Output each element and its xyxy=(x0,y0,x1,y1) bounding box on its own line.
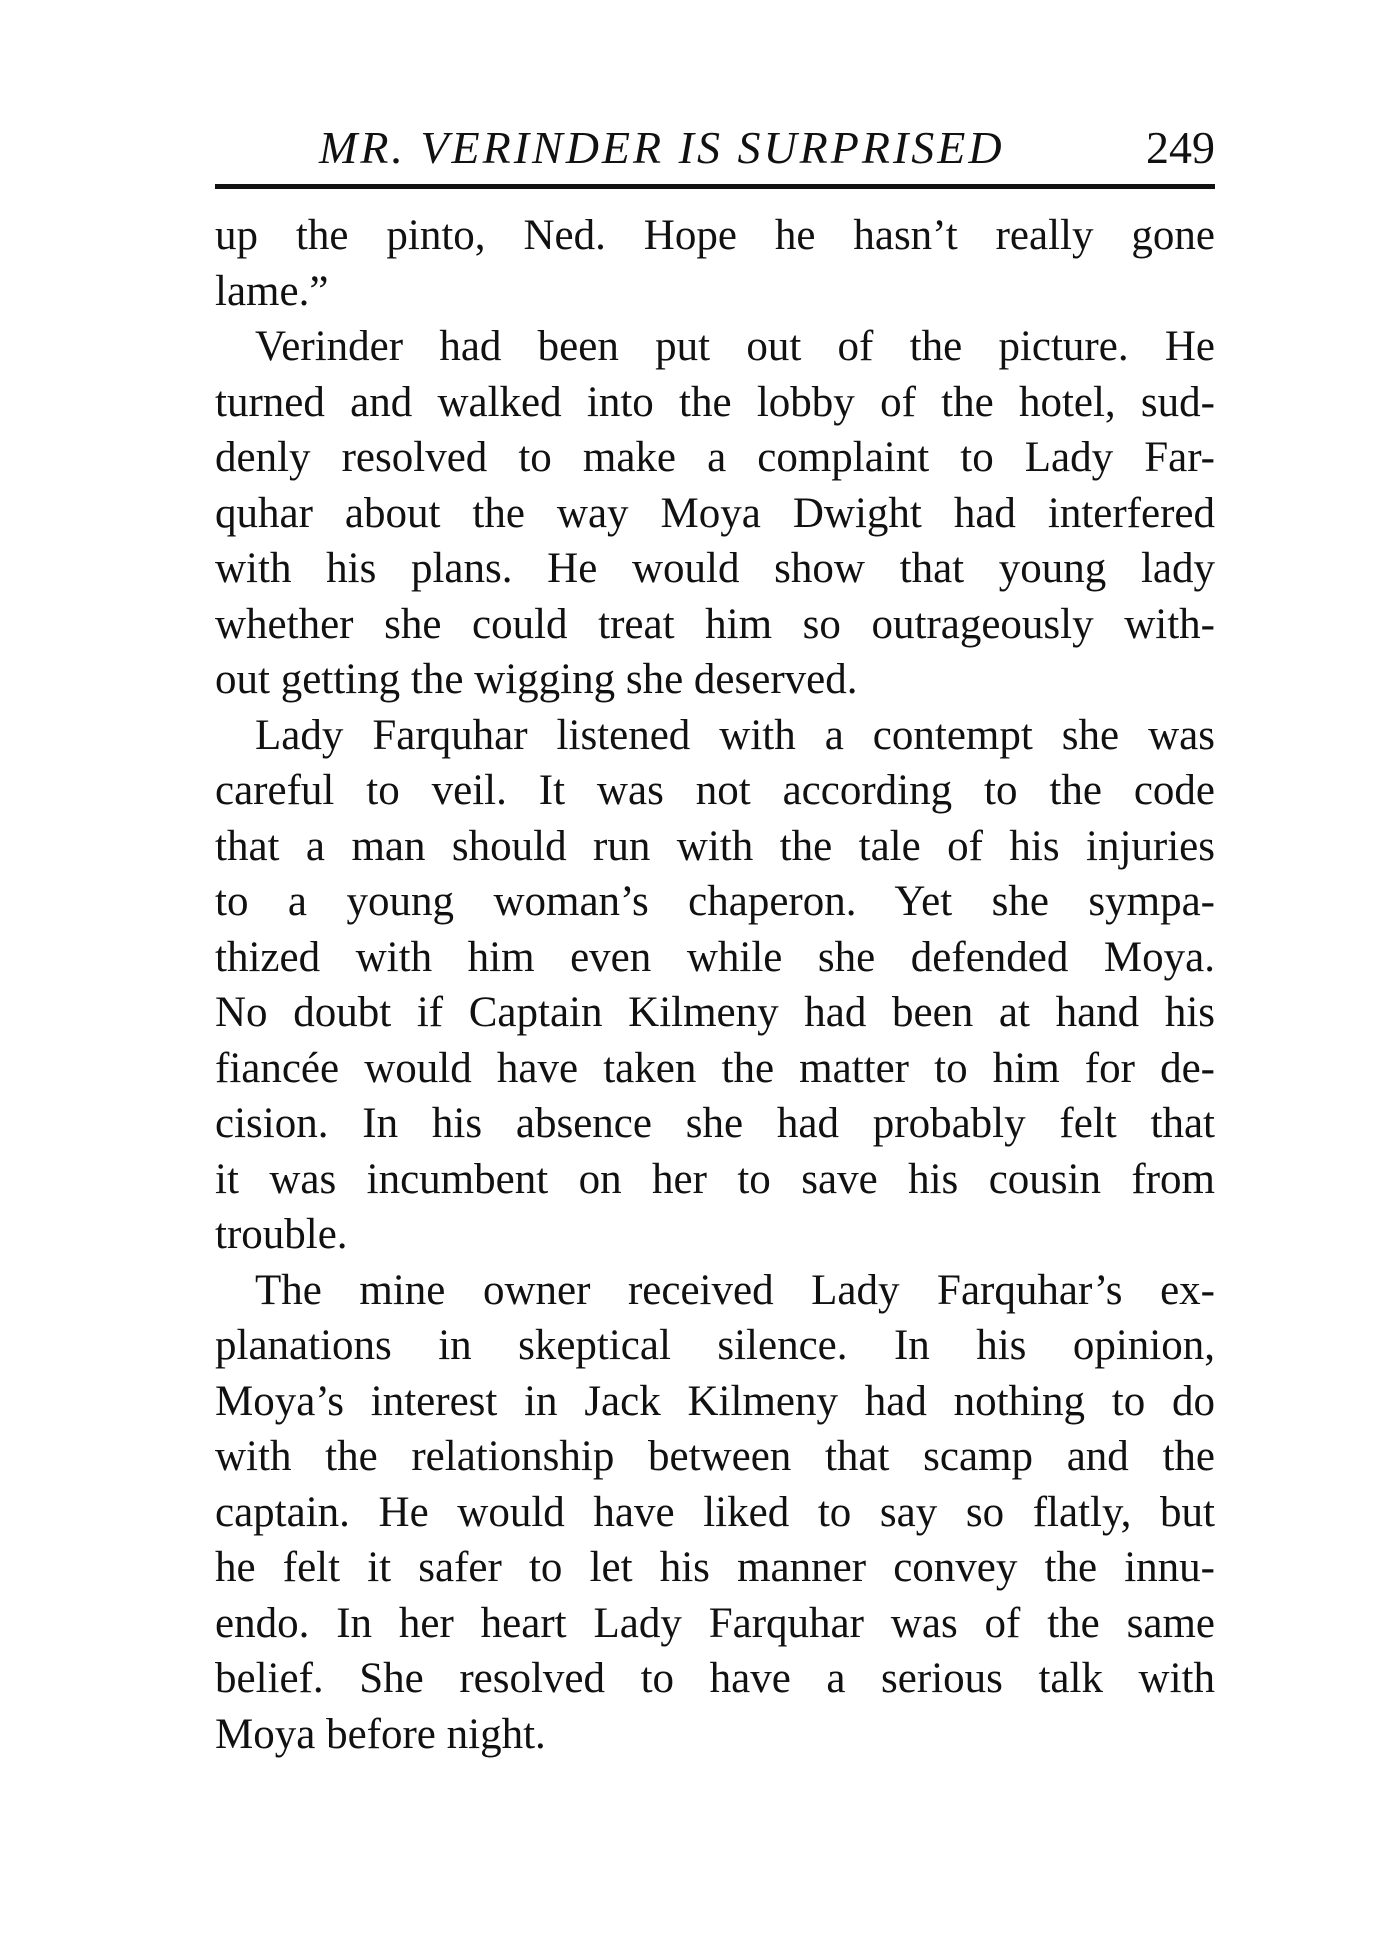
body-text xyxy=(215,208,1215,1762)
text-line: whether she could treat him so outrageously with- xyxy=(215,600,1215,648)
text-line: captain. He would have liked to say so flatly, but xyxy=(215,1488,1215,1536)
text-line: cision. In his absence she had probably felt that xyxy=(215,1100,1215,1147)
text-line: out getting the wigging she deserved. xyxy=(215,656,858,703)
text-line: Moya’s interest in Jack Kilmeny had nothing to do xyxy=(215,1377,1215,1425)
header-rule xyxy=(215,184,1215,189)
text-line: fiancée would have taken the matter to him for de- xyxy=(215,1044,1215,1092)
text-line: with his plans. He would show that young lady xyxy=(215,545,1215,592)
text-line: lame.” xyxy=(215,267,329,315)
text-line: up the pinto, Ned. Hope he hasn’t really gone xyxy=(215,212,1215,259)
text-line: planations in skeptical silence. In his opinion, xyxy=(215,1322,1215,1369)
text-line: Verinder had been put out of the picture. He xyxy=(255,323,1215,370)
running-title: MR. VERINDER IS SURPRISED xyxy=(319,122,1005,173)
text-line: that a man should run with the tale of his injuries xyxy=(215,822,1215,870)
text-line: No doubt if Captain Kilmeny had been at hand his xyxy=(215,989,1215,1036)
text-line: thized with him even while she defended Moya. xyxy=(215,933,1215,981)
text-line: denly resolved to make a complaint to Lady Far- xyxy=(215,434,1215,481)
text-line: quhar about the way Moya Dwight had interfered xyxy=(215,489,1215,537)
text-line: to a young woman’s chaperon. Yet she sympa- xyxy=(215,878,1215,925)
page-number: 249 xyxy=(1146,122,1215,173)
text-line: he felt it safer to let his manner convey the innu- xyxy=(215,1544,1215,1591)
page-header xyxy=(215,118,1215,178)
text-line: The mine owner received Lady Farquhar’s ex- xyxy=(255,1266,1215,1314)
text-line: careful to veil. It was not according to the code xyxy=(215,767,1215,814)
text-line: with the relationship between that scamp and the xyxy=(215,1433,1215,1480)
text-line: belief. She resolved to have a serious talk with xyxy=(215,1655,1215,1702)
text-line: turned and walked into the lobby of the hotel, sud- xyxy=(215,378,1215,426)
text-line: endo. In her heart Lady Farquhar was of the same xyxy=(215,1599,1215,1647)
text-line: it was incumbent on her to save his cousin from xyxy=(215,1155,1215,1203)
text-line: Lady Farquhar listened with a contempt she was xyxy=(255,711,1215,759)
text-line: trouble. xyxy=(215,1211,348,1258)
text-line: Moya before night. xyxy=(215,1710,546,1758)
